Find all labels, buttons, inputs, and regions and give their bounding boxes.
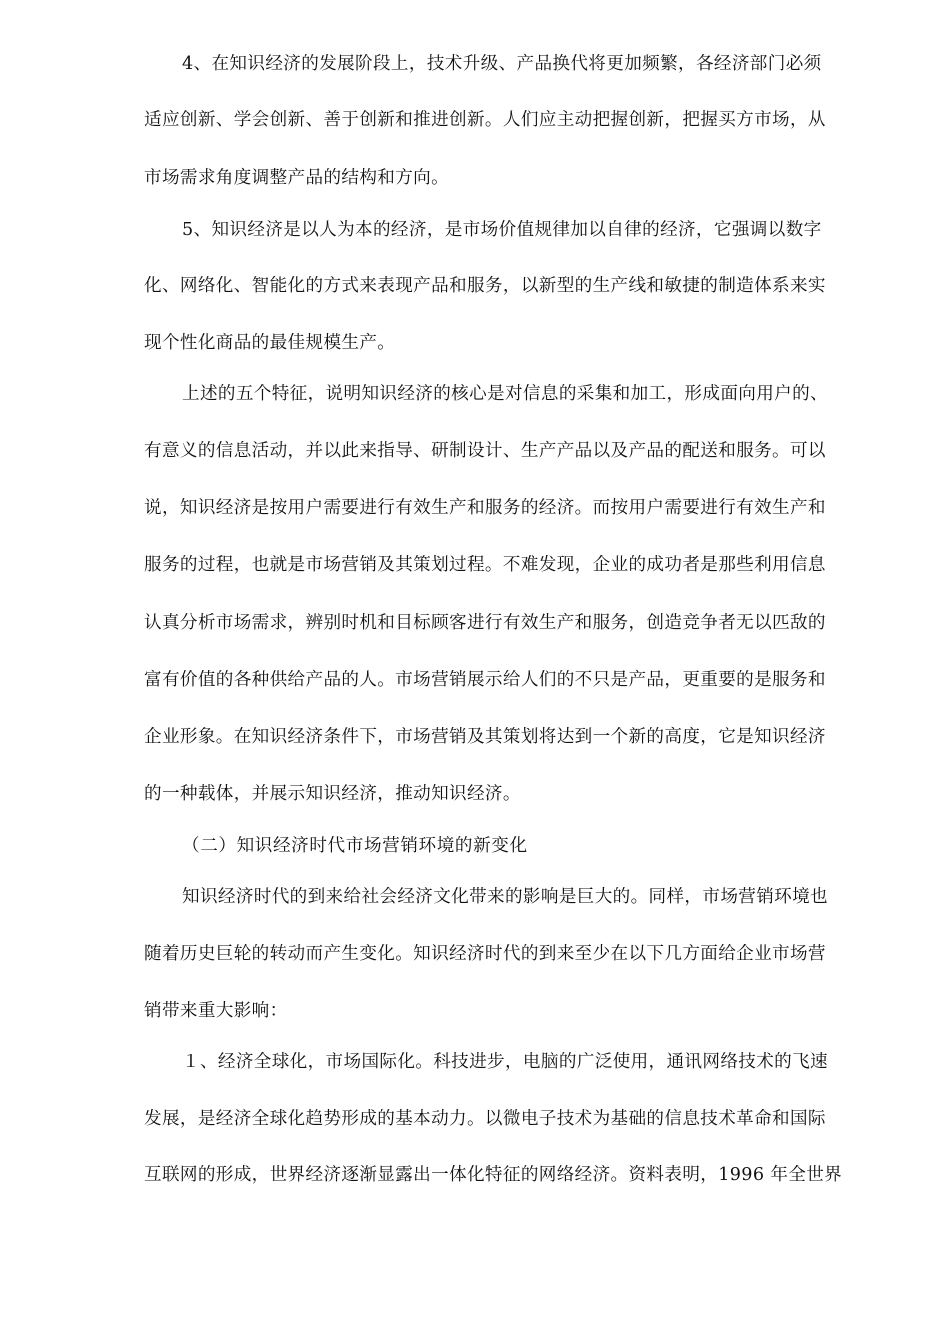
paragraph-line: 互联网的形成，世界经济逐渐显露出一体化特征的网络经济。资料表明，1996 年全世界 xyxy=(144,1165,843,1185)
paragraph-line: 上述的五个特征，说明知识经济的核心是对信息的采集和加工，形成面向用户的、 xyxy=(182,384,828,404)
paragraph-line: 5、知识经济是以人为本的经济，是市场价值规律加以自律的经济，它强调以数字 xyxy=(182,220,822,240)
paragraph-line: 富有价值的各种供给产品的人。市场营销展示给人们的不只是产品，更重要的是服务和 xyxy=(144,670,826,690)
paragraph-line: 的一种载体，并展示知识经济，推动知识经济。 xyxy=(144,784,521,804)
paragraph-line: 说，知识经济是按用户需要进行有效生产和服务的经济。而按用户需要进行有效生产和 xyxy=(144,498,826,518)
paragraph-line: 企业形象。在知识经济条件下，市场营销及其策划将达到一个新的高度，它是知识经济 xyxy=(144,727,826,747)
paragraph-line: 知识经济时代的到来给社会经济文化带来的影响是巨大的。同样，市场营销环境也 xyxy=(182,887,828,907)
paragraph-line: 有意义的信息活动，并以此来指导、研制设计、生产产品以及产品的配送和服务。可以 xyxy=(144,441,826,461)
paragraph-line: 化、网络化、智能化的方式来表现产品和服务，以新型的生产线和敏捷的制造体系来实 xyxy=(144,276,826,296)
paragraph-line: 发展，是经济全球化趋势形成的基本动力。以微电子技术为基础的信息技术革命和国际 xyxy=(144,1109,826,1129)
paragraph-line: 随着历史巨轮的转动而产生变化。知识经济时代的到来至少在以下几方面给企业市场营 xyxy=(144,944,826,964)
paragraph-line: 4、在知识经济的发展阶段上，技术升级、产品换代将更加频繁，各经济部门必须 xyxy=(182,54,822,74)
paragraph-line: 适应创新、学会创新、善于创新和推进创新。人们应主动把握创新，把握买方市场，从 xyxy=(144,110,826,130)
section-heading: （二）知识经济时代市场营销环境的新变化 xyxy=(182,836,528,856)
paragraph-line: 销带来重大影响： xyxy=(144,1001,288,1021)
paragraph-line: 认真分析市场需求，辨别时机和目标顾客进行有效生产和服务，创造竞争者无以匹敌的 xyxy=(144,613,826,633)
paragraph-line: 服务的过程，也就是市场营销及其策划过程。不难发现，企业的成功者是那些利用信息 xyxy=(144,555,826,575)
paragraph-line: 现个性化商品的最佳规模生产。 xyxy=(144,333,396,353)
paragraph-line: 市场需求角度调整产品的结构和方向。 xyxy=(144,168,450,188)
paragraph-line: １、经济全球化，市场国际化。科技进步，电脑的广泛使用，通讯网络技术的飞速 xyxy=(182,1052,828,1072)
